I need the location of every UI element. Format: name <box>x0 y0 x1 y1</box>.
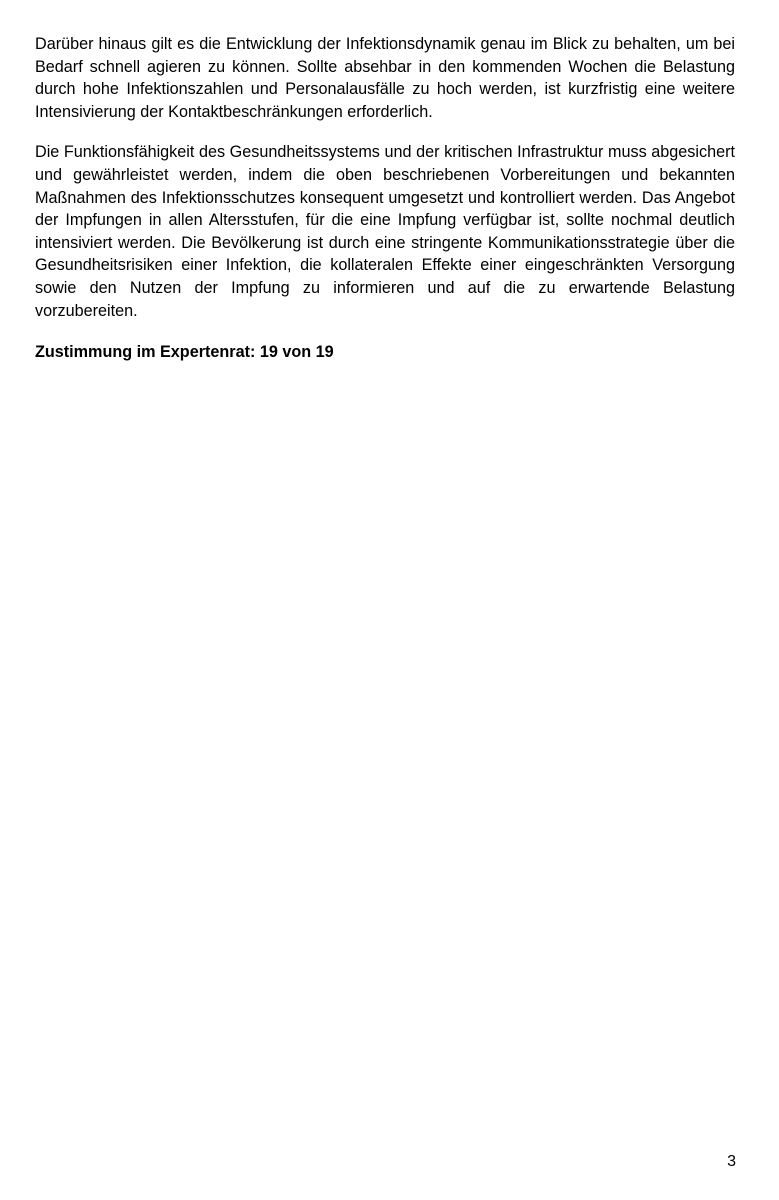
consent-line: Zustimmung im Expertenrat: 19 von 19 <box>35 343 334 362</box>
page-number: 3 <box>727 1153 736 1170</box>
paragraph-dynamics: Darüber hinaus gilt es die Entwicklung der Infektionsdynamik genau im Blick zu behalten, um bei Bedarf schnell agieren zu können. Sollte absehbar in den kommenden Wochen die Belastung durch hohe Infektionszahlen und Personalausfälle zu hoch werden, ist kurzfristig eine weitere Intensivierung der Kontaktbeschränkungen erforderlich. <box>35 35 735 121</box>
document-page <box>35 33 735 364</box>
paragraph-health-system: Die Funktionsfähigkeit des Gesundheitssystems und der kritischen Infrastruktur muss abgesichert und gewährleistet werden, indem die oben beschriebenen Vorbereitungen und bekannten Maßnahmen des Infektionsschutzes konsequent umgesetzt und kontrolliert werden. Das Angebot der Impfungen in allen Altersstufen, für die eine Impfung verfügbar ist, sollte nochmal deutlich intensiviert werden. Die Bevölkerung ist durch eine stringente Kommunikationsstrategie über die Gesundheitsrisiken einer Infektion, die kollateralen Effekte einer eingeschränkten Versorgung sowie den Nutzen der Impfung zu informieren und auf die zu erwartende Belastung vorzubereiten. <box>35 143 735 320</box>
